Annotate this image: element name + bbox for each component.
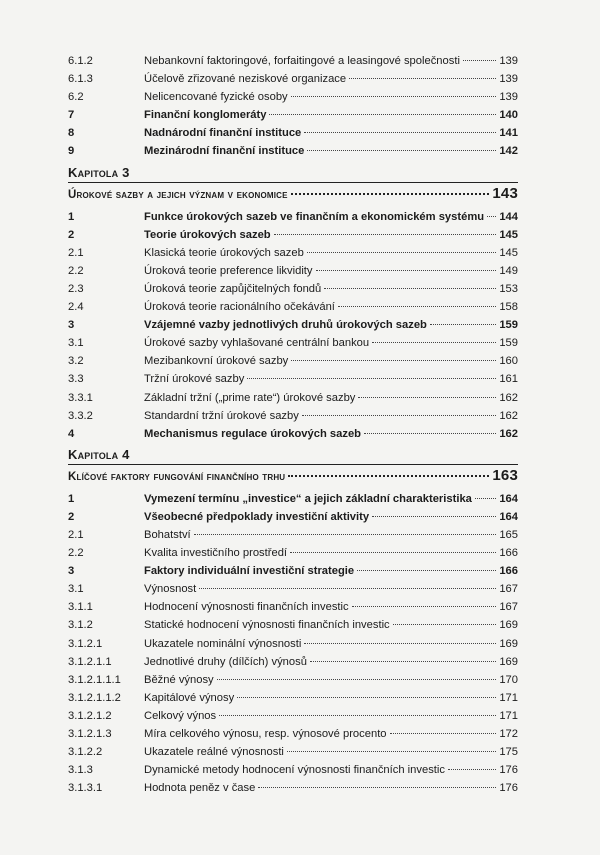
page-number: 169 <box>499 655 518 668</box>
leader-dots <box>274 234 497 235</box>
leader-dots <box>475 498 496 499</box>
entry-title: Úroková teorie zapůjčitelných fondů <box>144 282 322 295</box>
toc-entry <box>68 316 518 334</box>
section-number: 3.1.1 <box>68 601 93 614</box>
page-number: 166 <box>499 547 518 560</box>
leader-dots <box>291 360 496 361</box>
entry-title: Ukazatele nominální výnosnosti <box>144 637 302 650</box>
entry-title: Mezinárodní finanční instituce <box>144 145 305 158</box>
leader-dots <box>324 288 496 289</box>
entry-title: Běžné výnosy <box>144 673 214 686</box>
entry-title: Statické hodnocení výnosnosti finančních investic <box>144 619 390 632</box>
section-number: 2.2 <box>68 264 84 277</box>
toc-entry <box>68 208 518 226</box>
toc-entry <box>68 635 518 653</box>
leader-dots <box>302 415 496 416</box>
section-number: 9 <box>68 145 75 158</box>
chapter-label: Kapitola 3 <box>68 164 130 180</box>
toc-entry <box>68 598 518 616</box>
page-number: 167 <box>499 583 518 596</box>
toc-entry <box>68 88 518 106</box>
entry-title: Klasická teorie úrokových sazeb <box>144 246 304 259</box>
section-number: 3.3.1 <box>68 391 93 404</box>
leader-dots <box>291 193 490 195</box>
toc-entry <box>68 562 518 580</box>
leader-dots <box>307 150 496 151</box>
chapter-title-text: Úrokové sazby a jejich význam v ekonomice <box>68 188 288 201</box>
toc-entry <box>68 226 518 244</box>
page-number: 153 <box>499 282 518 295</box>
toc-entry <box>68 580 518 598</box>
page-number: 139 <box>499 73 518 86</box>
page-number: 140 <box>499 109 518 122</box>
page-number: 176 <box>499 764 518 777</box>
entry-title: Kapitálové výnosy <box>144 691 235 704</box>
entry-title: Bohatství <box>144 528 191 541</box>
leader-dots <box>194 534 497 535</box>
entry-title: Mezibankovní úrokové sazby <box>144 355 289 368</box>
toc-entry <box>68 707 518 725</box>
entry-title: Vzájemné vazby jednotlivých druhů úrokových sazeb <box>144 319 427 332</box>
entry-title: Standardní tržní úrokové sazby <box>144 409 299 422</box>
page-number: 141 <box>499 127 518 140</box>
leader-dots <box>463 60 496 61</box>
section-number: 3.1 <box>68 337 84 350</box>
entry-title: Nelicencované fyzické osoby <box>144 91 288 104</box>
section-number: 3.1.2.1.1.1 <box>68 673 121 686</box>
page-number: 164 <box>499 492 518 505</box>
leader-dots <box>217 679 497 680</box>
toc-entry <box>68 743 518 761</box>
toc-entry <box>68 106 518 124</box>
page-number: 169 <box>499 619 518 632</box>
entry-title: Hodnocení výnosnosti finančních investic <box>144 601 349 614</box>
page-number: 161 <box>499 373 518 386</box>
section-number: 3 <box>68 319 75 332</box>
leader-dots <box>237 697 496 698</box>
page-number: 176 <box>499 782 518 795</box>
chapter-title <box>68 464 518 487</box>
toc-entry <box>68 653 518 671</box>
leader-dots <box>291 96 497 97</box>
toc-entry <box>68 124 518 142</box>
page-number: 171 <box>499 709 518 722</box>
leader-dots <box>349 78 496 79</box>
leader-dots <box>304 132 496 133</box>
page-number: 160 <box>499 355 518 368</box>
entry-title: Vymezení termínu „investice“ a jejich základní charakteristika <box>144 492 472 505</box>
toc-entry <box>68 508 518 526</box>
section-number: 3.1.2.1.1 <box>68 655 112 668</box>
section-number: 4 <box>68 427 75 440</box>
page-number: 175 <box>499 746 518 759</box>
toc-entry <box>68 725 518 743</box>
section-number: 3.2 <box>68 355 84 368</box>
chapter-page-number: 163 <box>492 466 518 484</box>
page-number: 162 <box>499 427 518 440</box>
entry-title: Základní tržní („prime rate“) úrokové sazby <box>144 391 356 404</box>
entry-title: Mechanismus regulace úrokových sazeb <box>144 427 361 440</box>
chapter-page-number: 143 <box>492 184 518 202</box>
toc-section-top <box>68 52 518 161</box>
leader-dots <box>357 570 496 571</box>
leader-dots <box>430 324 496 325</box>
page-number: 145 <box>499 246 518 259</box>
leader-dots <box>352 606 497 607</box>
leader-dots <box>487 216 496 217</box>
entry-title: Kvalita investičního prostředí <box>144 547 288 560</box>
toc-entry <box>68 142 518 160</box>
section-number: 1 <box>68 492 75 505</box>
entry-title: Dynamické metody hodnocení výnosnosti finančních investic <box>144 764 445 777</box>
page-number: 162 <box>499 409 518 422</box>
page-number: 164 <box>499 510 518 523</box>
section-number: 2.4 <box>68 301 84 314</box>
leader-dots <box>338 306 496 307</box>
chapter-4-entries <box>68 490 518 798</box>
toc-entry <box>68 280 518 298</box>
chapter-3-entries <box>68 208 518 443</box>
page-number: 144 <box>499 210 518 223</box>
toc-entry <box>68 425 518 443</box>
entry-title: Nadnárodní finanční instituce <box>144 127 302 140</box>
section-number: 2 <box>68 228 75 241</box>
leader-dots <box>287 751 496 752</box>
page-number: 170 <box>499 673 518 686</box>
section-number: 7 <box>68 109 75 122</box>
section-number: 3.1.2.1.3 <box>68 728 112 740</box>
page-number: 169 <box>499 637 518 650</box>
leader-dots <box>358 397 496 398</box>
toc-entry <box>68 526 518 544</box>
page-number: 167 <box>499 601 518 614</box>
page-number: 159 <box>499 319 518 332</box>
toc-entry <box>68 389 518 407</box>
entry-title: Nebankovní faktoringové, forfaitingové a leasingové společnosti <box>144 55 460 67</box>
page-number: 171 <box>499 691 518 704</box>
section-number: 3 <box>68 565 75 578</box>
chapter-title-text: Klíčové faktory fungování finančního trhu <box>68 470 286 483</box>
toc-entry <box>68 490 518 508</box>
toc-entry <box>68 70 518 88</box>
section-number: 2.2 <box>68 547 84 560</box>
section-number: 3.3 <box>68 373 84 386</box>
toc-entry <box>68 52 518 70</box>
page-number: 145 <box>499 228 518 241</box>
toc-entry <box>68 761 518 779</box>
leader-dots <box>448 769 496 770</box>
chapter-label: Kapitola 4 <box>68 446 130 462</box>
section-number: 3.1.3.1 <box>68 782 103 795</box>
entry-title: Ukazatele reálné výnosnosti <box>144 746 284 759</box>
section-number: 3.1.3 <box>68 764 93 777</box>
section-number: 6.2 <box>68 91 84 104</box>
leader-dots <box>316 270 497 271</box>
toc-entry <box>68 298 518 316</box>
leader-dots <box>364 433 496 434</box>
entry-title: Finanční konglomeráty <box>144 109 267 122</box>
leader-dots <box>199 588 496 589</box>
entry-title: Faktory individuální investiční strategie <box>144 565 355 578</box>
leader-dots <box>219 715 496 716</box>
chapter-3 <box>68 163 518 443</box>
entry-title: Všeobecné předpoklady investiční aktivity <box>144 510 370 523</box>
page-number: 165 <box>499 528 518 541</box>
leader-dots <box>258 787 496 788</box>
section-number: 3.3.2 <box>68 409 93 422</box>
entry-title: Míra celkového výnosu, resp. výnosové procento <box>144 728 387 740</box>
toc-entry <box>68 370 518 388</box>
section-number: 2 <box>68 510 75 523</box>
leader-dots <box>310 661 496 662</box>
section-number: 8 <box>68 127 75 140</box>
entry-title: Teorie úrokových sazeb <box>144 228 271 241</box>
leader-dots <box>393 624 497 625</box>
entry-title: Výnosnost <box>144 583 197 596</box>
entry-title: Úrokové sazby vyhlašované centrální bankou <box>144 337 370 350</box>
leader-dots <box>390 733 497 734</box>
entry-title: Celkový výnos <box>144 709 217 722</box>
section-number: 1 <box>68 210 75 223</box>
page-number: 139 <box>499 55 518 67</box>
section-number: 2.1 <box>68 246 84 259</box>
section-number: 3.1.2.1 <box>68 637 103 650</box>
leader-dots <box>269 114 496 115</box>
leader-dots <box>307 252 497 253</box>
page-number: 149 <box>499 264 518 277</box>
leader-dots <box>290 552 496 553</box>
toc-entry <box>68 334 518 352</box>
table-of-contents <box>68 52 518 797</box>
section-number: 6.1.2 <box>68 55 93 67</box>
entry-title: Funkce úrokových sazeb ve finančním a ekonomickém systému <box>144 210 485 223</box>
toc-entry <box>68 671 518 689</box>
toc-entry <box>68 544 518 562</box>
leader-dots <box>304 643 496 644</box>
leader-dots <box>372 342 496 343</box>
entry-title: Tržní úrokové sazby <box>144 373 245 386</box>
toc-entry <box>68 407 518 425</box>
section-number: 2.3 <box>68 282 84 295</box>
leader-dots <box>247 378 496 379</box>
leader-dots <box>288 475 489 477</box>
entry-title: Hodnota peněz v čase <box>144 782 256 795</box>
section-number: 6.1.3 <box>68 73 93 86</box>
toc-entry <box>68 352 518 370</box>
page-number: 166 <box>499 565 518 578</box>
chapter-4 <box>68 445 518 798</box>
section-number: 2.1 <box>68 528 84 541</box>
page-number: 162 <box>499 391 518 404</box>
page-number: 142 <box>499 145 518 158</box>
toc-entry <box>68 779 518 797</box>
toc-entry <box>68 616 518 634</box>
section-number: 3.1.2.1.1.2 <box>68 691 121 704</box>
entry-title: Účelově zřizované neziskové organizace <box>144 73 347 86</box>
section-number: 3.1.2 <box>68 619 93 632</box>
page-number: 172 <box>499 728 518 740</box>
chapter-title <box>68 182 518 205</box>
toc-entry <box>68 244 518 262</box>
page-number: 139 <box>499 91 518 104</box>
entry-title: Úroková teorie preference likvidity <box>144 264 313 277</box>
entry-title: Jednotlivé druhy (dílčích) výnosů <box>144 655 307 668</box>
entry-title: Úroková teorie racionálního očekávání <box>144 301 335 314</box>
page-number: 158 <box>499 301 518 314</box>
section-number: 3.1.2.1.2 <box>68 709 112 722</box>
toc-entry <box>68 689 518 707</box>
toc-entry <box>68 262 518 280</box>
page-number: 159 <box>499 337 518 350</box>
section-number: 3.1 <box>68 583 84 596</box>
section-number: 3.1.2.2 <box>68 746 103 759</box>
leader-dots <box>372 516 496 517</box>
